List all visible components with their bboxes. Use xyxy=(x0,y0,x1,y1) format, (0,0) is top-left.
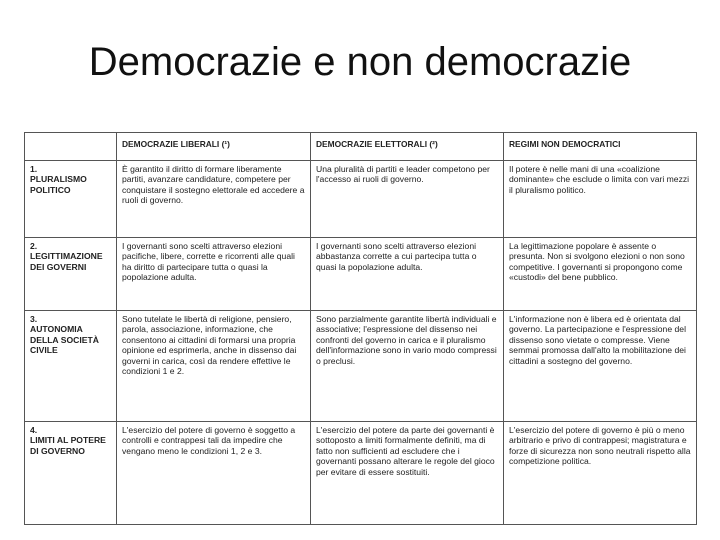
table-row xyxy=(25,238,697,311)
table-row xyxy=(25,422,697,525)
row-number: 4. xyxy=(30,425,38,435)
cell-non-democratici: La legittimazione popolare è assente o presunta. Non si svolgono elezioni o non sono competitive. I governanti si propongono come «custodi» del bene pubblico. xyxy=(504,238,697,311)
cell-non-democratici: L'informazione non è libera ed è orientata dal governo. La partecipazione e l'espressione del dissenso sono vietate o compresse. Viene semmai promossa dall'alto la mobilitazione dei cittadini a sostegno del governo. xyxy=(504,311,697,422)
comparison-table xyxy=(24,132,697,525)
cell-non-democratici: Il potere è nelle mani di una «coalizione dominante» che esclude o limita con vari mezzi il pluralismo politico. xyxy=(504,161,697,238)
row-header xyxy=(25,238,117,311)
row-label: AUTONOMIA DELLA SOCIETÀ CIVILE xyxy=(30,324,99,356)
cell-liberali: I governanti sono scelti attraverso elezioni pacifiche, libere, corrette e ricorrenti alle quali ha diritto di partecipare tutta o quasi la popolazione adulta. xyxy=(117,238,311,311)
header-corner xyxy=(25,133,117,161)
header-elettorali: DEMOCRAZIE ELETTORALI (²) xyxy=(311,133,504,161)
row-label: PLURALISMO POLITICO xyxy=(30,174,87,195)
cell-liberali: È garantito il diritto di formare liberamente partiti, avanzare candidature, competere per conquistare il sostegno elettorale ed accedere a ruoli di governo. xyxy=(117,161,311,238)
header-liberali: DEMOCRAZIE LIBERALI (¹) xyxy=(117,133,311,161)
cell-liberali: Sono tutelate le libertà di religione, pensiero, parola, associazione, informazione, che consentono ai cittadini di formarsi una propria opinione ed esprimerla, anche in dissenso dai governi in carica, così da rendere effettive le condizioni 1 e 2. xyxy=(117,311,311,422)
row-label: LEGITTIMAZIONE DEI GOVERNI xyxy=(30,251,103,272)
cell-elettorali: L'esercizio del potere da parte dei governanti è sottoposto a limiti formalmente definiti, ma di fatto non sufficienti ad escludere che i governanti possano alterare le regole del gioco per evitare di essere sostituiti. xyxy=(311,422,504,525)
row-label: LIMITI AL POTERE DI GOVERNO xyxy=(30,435,106,456)
table-row xyxy=(25,161,697,238)
cell-non-democratici: L'esercizio del potere di governo è più o meno arbitrario e privo di contrappesi; magistratura e forze di sicurezza non sono neutrali rispetto alla competizione politica. xyxy=(504,422,697,525)
row-number: 2. xyxy=(30,241,38,251)
row-header xyxy=(25,311,117,422)
row-number: 1. xyxy=(30,164,38,174)
cell-elettorali: Sono parzialmente garantite libertà individuali e associative; l'espressione del dissenso nei confronti del governo in carica e il pluralismo dell'informazione sono in vario modo compressi o preclusi. xyxy=(311,311,504,422)
cell-elettorali: I governanti sono scelti attraverso elezioni abbastanza corrette a cui partecipa tutta o quasi la popolazione adulta. xyxy=(311,238,504,311)
slide-title: Democrazie e non democrazie xyxy=(88,40,632,84)
cell-elettorali: Una pluralità di partiti e leader competono per l'accesso ai ruoli di governo. xyxy=(311,161,504,238)
cell-liberali: L'esercizio del potere di governo è soggetto a controlli e contrappesi tali da impedire che vengano meno le condizioni 1, 2 e 3. xyxy=(117,422,311,525)
row-header xyxy=(25,422,117,525)
row-header xyxy=(25,161,117,238)
table-row xyxy=(25,311,697,422)
header-non-democratici: REGIMI NON DEMOCRATICI xyxy=(504,133,697,161)
table-header-row xyxy=(25,133,697,161)
row-number: 3. xyxy=(30,314,38,324)
